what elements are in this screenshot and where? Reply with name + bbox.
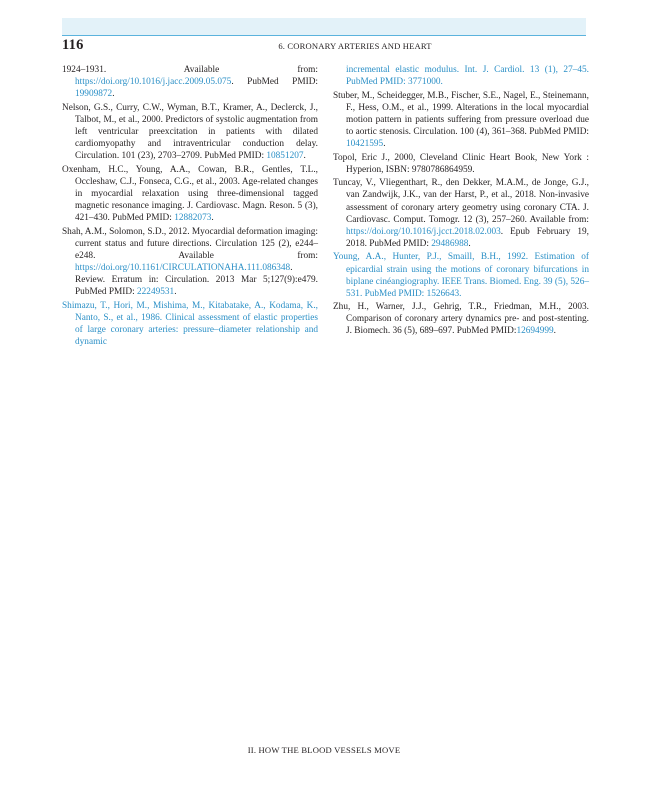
reference-text: Oxenham, H.C., Young, A.A., Cowan, B.R., Gentles, T.L., Occleshaw, C.J., Fonseca, C.G., et al., 2003. Age-related changes in myocardial relaxation using three-dimensional tagged magnetic resonance imaging. J. Cardiovasc. Magn. Reson. 5 (3), 421–430. PubMed PMID: — [62, 164, 318, 224]
reference-link[interactable]: incremental elastic modulus. Int. J. Cardiol. 13 (1), 27–45. PubMed PMID: 3771000. — [346, 65, 589, 88]
header-rule — [62, 35, 586, 36]
reference-entry — [333, 251, 589, 299]
doi-link[interactable]: https://doi.org/10.1016/j.jacc.2009.05.075 — [75, 77, 232, 88]
reference-text: . Epub February 19, 2018. PubMed PMID: — [346, 226, 589, 249]
reference-text: Nelson, G.S., Curry, C.W., Wyman, B.T., Kramer, A., Declerck, J., Talbot, M., et al., 2000. Predictors of systolic augmentation from left ventricular preexcitation in patients with dilated cardiomyopathy and intraventricular conduction delay. Circulation. 101 (23), 2703–2709. PubMed PMID: — [62, 102, 318, 162]
reference-text: . Review. Erratum in: Circulation. 2013 Mar 5;127(9):e479. PubMed PMID: — [75, 263, 318, 298]
reference-link[interactable]: Shimazu, T., Hori, M., Mishima, M., Kitabatake, A., Kodama, K., Nanto, S., et al., 1986. Clinical assessment of elastic properties of large coronary arteries: pressure–diameter relationship and dynamic — [62, 300, 318, 348]
reference-entry — [62, 300, 318, 348]
pubmed-link[interactable]: 12694999 — [516, 326, 554, 337]
page-number: 116 — [62, 37, 84, 53]
reference-text: . — [383, 139, 386, 150]
reference-text: . — [303, 151, 306, 162]
pubmed-link[interactable]: 10421595 — [346, 139, 384, 150]
reference-entry-continued — [333, 64, 589, 88]
pubmed-link[interactable]: 19909872 — [75, 89, 113, 100]
reference-link[interactable]: Young, A.A., Hunter, P.J., Smaill, B.H., 1992. Estimation of epicardial strain using the motions of coronary bifurcations in biplane cinéangiography. IEEE Trans. Biomed. Eng. 39 (5), 526–531. PubMed PMID: 1526643. — [333, 252, 589, 299]
reference-text: Zhu, H., Warner, J.J., Gehrig, T.R., Friedman, M.H., 2003. Comparison of coronary artery dynamics pre- and post-stenting. J. Biomech. 36 (5), 689–697. PubMed PMID: — [333, 302, 589, 337]
running-title: 6. CORONARY ARTERIES AND HEART — [278, 41, 432, 51]
reference-entry — [62, 164, 318, 224]
reference-text: . — [112, 89, 115, 100]
doi-link[interactable]: https://doi.org/10.1016/j.jcct.2018.02.003 — [346, 226, 501, 237]
doi-link[interactable]: https://doi.org/10.1161/CIRCULATIONAHA.111.086348 — [75, 263, 291, 273]
reference-text: 1924–1931. Available from: — [62, 65, 318, 75]
pubmed-link[interactable]: 12882073 — [174, 213, 212, 224]
header-band — [62, 18, 586, 35]
reference-text: . — [211, 213, 214, 224]
reference-entry — [62, 64, 318, 100]
reference-entry — [333, 90, 589, 150]
reference-entry — [333, 152, 589, 176]
right-column — [333, 64, 589, 339]
pubmed-link[interactable]: 29486988 — [431, 238, 469, 249]
reference-text: . — [468, 238, 471, 249]
pubmed-link[interactable]: 22249531 — [137, 287, 175, 298]
section-footer: II. HOW THE BLOOD VESSELS MOVE — [247, 745, 401, 755]
reference-entry — [333, 177, 589, 250]
reference-entry — [62, 102, 318, 162]
reference-text: . PubMed PMID: — [231, 77, 318, 88]
left-column — [62, 64, 318, 350]
reference-entry — [333, 301, 589, 337]
reference-text: Topol, Eric J., 2000, Cleveland Clinic Heart Book, New York : Hyperion, ISBN: 9780786864959. — [333, 152, 589, 175]
reference-text: Stuber, M., Scheidegger, M.B., Fischer, S.E., Nagel, E., Steinemann, F., Hess, O.M., et al., 1999. Alterations in the local myocardial motion pattern in patients suffering from pressure overload due to aortic stenosis. Circulation. 100 (4), 361–368. PubMed PMID: — [333, 90, 589, 137]
reference-text: Shah, A.M., Solomon, S.D., 2012. Myocardial deformation imaging: current status and future directions. Circulation 125 (2), e244–e248. Available from: — [62, 226, 318, 261]
reference-text: . — [174, 287, 177, 298]
reference-entry — [62, 226, 318, 299]
reference-text: Tuncay, V., Vliegenthart, R., den Dekker, M.A.M., de Jonge, G.J., van Zandwijk, J.K., van der Harst, P., et al., 2018. Non-invasive assessment of coronary artery geometry using coronary CTA. J. Cardiovasc. Comput. Tomogr. 12 (3), 257–260. Available from: — [333, 178, 589, 225]
reference-text: . — [553, 326, 556, 337]
pubmed-link[interactable]: 10851207 — [266, 151, 304, 162]
